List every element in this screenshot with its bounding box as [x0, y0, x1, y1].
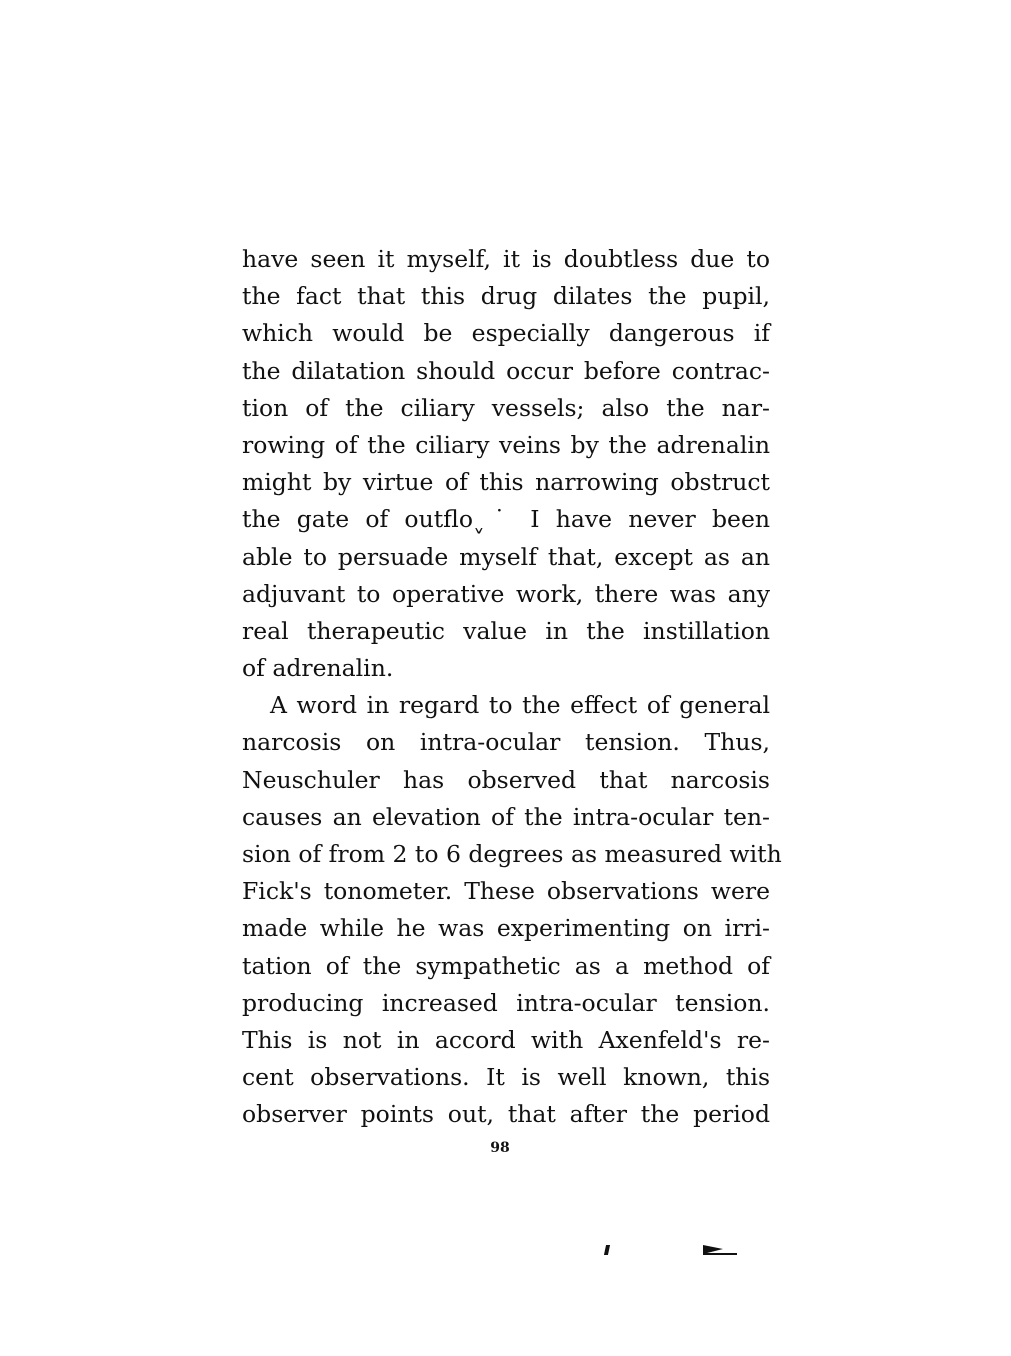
text-line: narcosis on intra-ocular tension. Thus, — [242, 728, 770, 757]
text-line: able to persuade myself that, except as an — [242, 542, 770, 571]
text-line: cent observations. It is well known, this — [242, 1063, 770, 1092]
text-line: adjuvant to operative work, there was any — [242, 579, 770, 608]
text-line: Fick's tonometer. These observations were — [242, 877, 770, 906]
body-text — [242, 241, 782, 1134]
text-line: which would be especially dangerous if — [242, 319, 770, 348]
text-line: sion of from 2 to 6 degrees as measured with — [242, 840, 782, 868]
text-line: the gate of outfloˬ˙ I have never been — [242, 505, 770, 534]
text-line: real therapeutic value in the instillation — [242, 616, 770, 645]
text-line: might by virtue of this narrowing obstruct — [242, 468, 770, 497]
text-line: producing increased intra-ocular tension. — [242, 988, 770, 1017]
text-line: observer points out, that after the period — [242, 1100, 770, 1129]
scan-artifact-line — [703, 1253, 737, 1255]
text-line: have seen it myself, it is doubtless due to — [242, 245, 770, 273]
text-line: This is not in accord with Axenfeld's re- — [242, 1025, 770, 1054]
text-line: of adrenalin. — [242, 654, 394, 683]
text-line: the fact that this drug dilates the pupil, — [242, 282, 770, 311]
scan-artifact-mark — [604, 1245, 610, 1255]
text-line: the dilatation should occur before contrac- — [242, 356, 770, 385]
text-line: tion of the ciliary vessels; also the nar- — [242, 393, 770, 422]
text-line: tation of the sympathetic as a method of — [242, 951, 770, 980]
text-line: made while he was experimenting on irri- — [242, 914, 770, 943]
page-number: 98 — [490, 1140, 510, 1156]
text-line: rowing of the ciliary veins by the adrenalin — [242, 430, 770, 459]
text-line: A word in regard to the effect of general — [270, 691, 770, 720]
text-line: Neuschuler has observed that narcosis — [242, 765, 770, 794]
text-line: causes an elevation of the intra-ocular ten- — [242, 802, 770, 831]
